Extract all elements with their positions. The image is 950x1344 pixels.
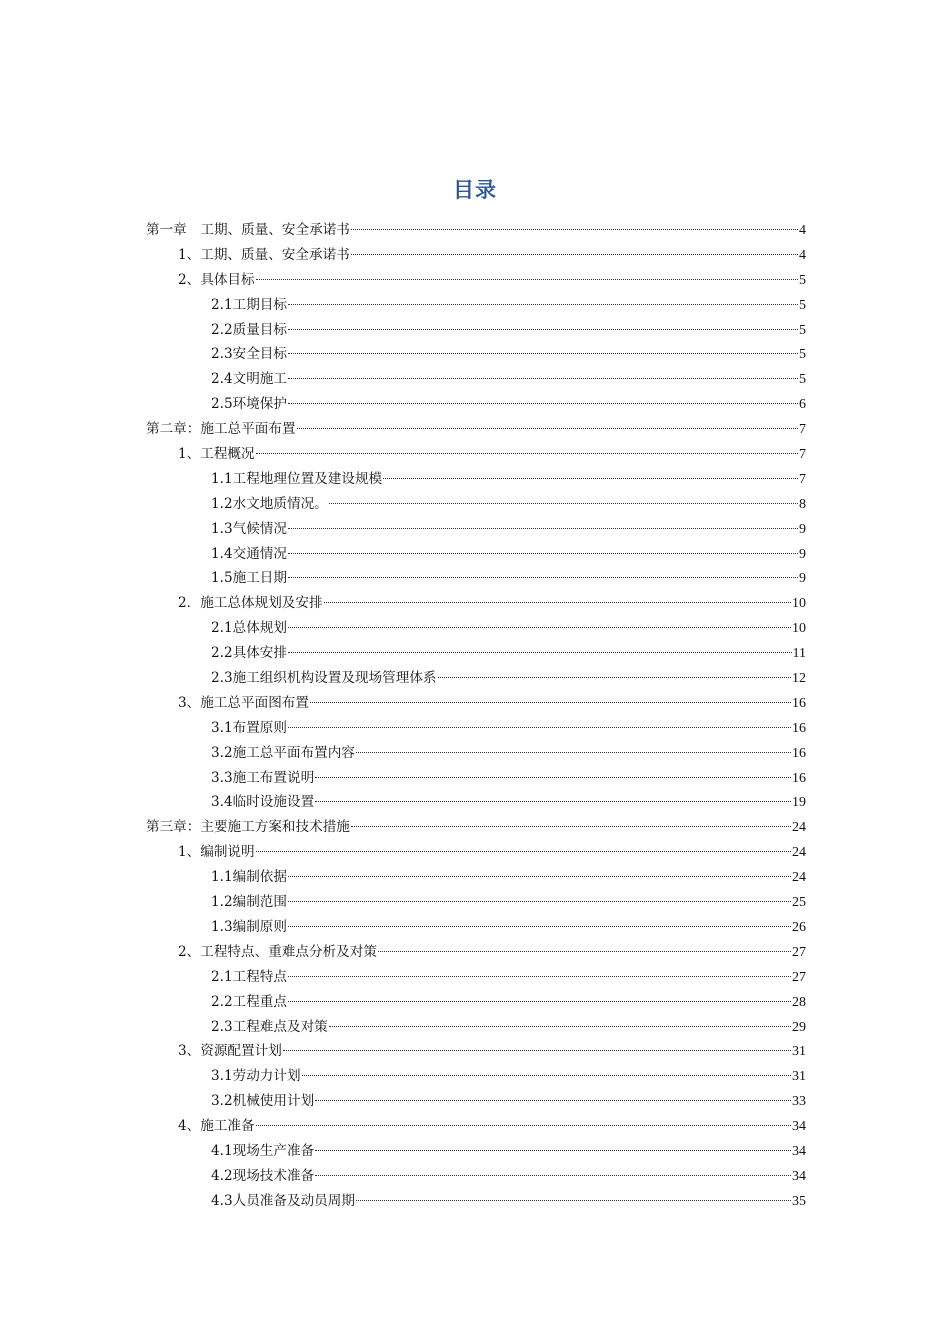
- toc-page-number: 9: [799, 521, 806, 537]
- toc-entry[interactable]: [146, 417, 806, 442]
- toc-page-number: 5: [799, 297, 806, 313]
- toc-dot-leader: [288, 652, 792, 653]
- toc-page-number: 16: [792, 770, 806, 786]
- toc-page-number: 12: [792, 671, 806, 687]
- toc-dot-leader: [256, 453, 798, 454]
- toc-page-number: 10: [792, 596, 806, 612]
- toc-entry[interactable]: [146, 965, 806, 990]
- toc-page-number: 11: [792, 646, 806, 662]
- toc-dot-leader: [315, 777, 791, 778]
- toc-entry-text: 2.2质量目标: [211, 321, 287, 338]
- toc-entry[interactable]: [146, 467, 806, 492]
- toc-entry-text: 2.4文明施工: [211, 371, 287, 388]
- toc-entry[interactable]: [146, 691, 806, 716]
- toc-entry[interactable]: [146, 517, 806, 542]
- toc-dot-leader: [283, 1050, 791, 1051]
- toc-entry-text: 2.2工程重点: [211, 993, 287, 1010]
- toc-entry-text: 2、工程特点、重难点分析及对策: [178, 943, 377, 960]
- toc-entry-text: 2.2具体安排: [211, 645, 287, 662]
- toc-entry-text: 4.3人员准备及动员周期: [211, 1192, 355, 1209]
- toc-page-number: 27: [792, 944, 806, 960]
- toc-entry[interactable]: [146, 342, 806, 367]
- toc-page-number: 10: [792, 621, 806, 637]
- toc-page-number: 27: [792, 969, 806, 985]
- toc-entry[interactable]: [146, 218, 806, 243]
- toc-page-number: 34: [792, 1168, 806, 1184]
- toc-dot-leader: [288, 727, 791, 728]
- toc-page-number: 4: [799, 223, 806, 238]
- toc-entry-text: 1.1工程地理位置及建设规模: [211, 470, 383, 487]
- toc-entry[interactable]: [146, 542, 806, 567]
- toc-entry-text: 3.2机械使用计划: [211, 1093, 315, 1110]
- toc-entry-text: 3.1劳动力计划: [211, 1068, 301, 1085]
- toc-dot-leader: [288, 403, 798, 404]
- toc-entry[interactable]: [146, 1089, 806, 1114]
- toc-entry[interactable]: [146, 990, 806, 1015]
- toc-entry[interactable]: [146, 268, 806, 293]
- toc-dot-leader: [288, 976, 791, 977]
- toc-entry-text: 1.3编制原则: [211, 918, 287, 935]
- toc-entry[interactable]: [146, 790, 806, 815]
- toc-page-number: 4: [799, 247, 806, 263]
- toc-entry[interactable]: [146, 1164, 806, 1189]
- toc-dot-leader: [256, 851, 791, 852]
- toc-entry[interactable]: [146, 716, 806, 741]
- toc-entry[interactable]: [146, 840, 806, 865]
- toc-entry[interactable]: [146, 1015, 806, 1040]
- toc-page-number: 16: [792, 745, 806, 761]
- toc-entry-text: 第一章 工期、质量、安全承诺书: [146, 222, 350, 238]
- toc-entry-text: 3.1布置原则: [211, 719, 287, 736]
- toc-page-number: 29: [792, 1019, 806, 1035]
- toc-dot-leader: [288, 553, 798, 554]
- toc-entry-text: 1、编制说明: [178, 844, 255, 861]
- toc-entry[interactable]: [146, 1114, 806, 1139]
- toc-entry-text: 4.1现场生产准备: [211, 1142, 315, 1159]
- toc-entry-text: 1.3气候情况: [211, 520, 287, 537]
- toc-page-number: 31: [792, 1069, 806, 1085]
- toc-dot-leader: [378, 951, 791, 952]
- toc-page-number: 7: [799, 471, 806, 487]
- toc-page-number: 5: [799, 372, 806, 388]
- toc-entry-text: 3.2施工总平面布置内容: [211, 744, 355, 761]
- toc-dot-leader: [315, 1150, 791, 1151]
- toc-page-number: 5: [799, 272, 806, 288]
- toc-dot-leader: [288, 353, 798, 354]
- toc-dot-leader: [351, 254, 798, 255]
- toc-entry[interactable]: [146, 566, 806, 591]
- toc-dot-leader: [329, 503, 798, 504]
- toc-entry[interactable]: [146, 591, 806, 616]
- toc-dot-leader: [288, 901, 791, 902]
- toc-entry[interactable]: [146, 890, 806, 915]
- toc-entry[interactable]: [146, 318, 806, 343]
- toc-dot-leader: [315, 1175, 791, 1176]
- toc-dot-leader: [302, 1075, 791, 1076]
- toc-entry-text: 1、工期、质量、安全承诺书: [178, 246, 350, 263]
- toc-entry-text: 2.3工程难点及对策: [211, 1018, 328, 1035]
- toc-dot-leader: [315, 801, 791, 802]
- toc-dot-leader: [288, 876, 791, 877]
- toc-page-number: 34: [792, 1143, 806, 1159]
- toc-dot-leader: [288, 1001, 791, 1002]
- toc-entry[interactable]: [146, 1039, 806, 1064]
- toc-entry-text: 1、工程概况: [178, 446, 255, 463]
- toc-entry[interactable]: [146, 940, 806, 965]
- toc-entry-text: 1.1编制依据: [211, 869, 287, 886]
- toc-entry[interactable]: [146, 766, 806, 791]
- toc-page-number: 35: [792, 1193, 806, 1209]
- toc-dot-leader: [288, 329, 798, 330]
- toc-entry-text: 1.2编制范围: [211, 894, 287, 911]
- toc-entry-text: 1.2水文地质情况。: [211, 495, 328, 512]
- toc-dot-leader: [351, 826, 791, 827]
- toc-entry-text: 2.1总体规划: [211, 620, 287, 637]
- toc-page-number: 5: [799, 347, 806, 363]
- toc-page-number: 8: [799, 496, 806, 512]
- toc-entry-text: 2、具体目标: [178, 271, 255, 288]
- toc-dot-leader: [288, 528, 798, 529]
- toc-entry[interactable]: [146, 815, 806, 840]
- toc-dot-leader: [288, 577, 798, 578]
- toc-page-number: 9: [799, 571, 806, 587]
- toc-entry-text: 2.1工程特点: [211, 968, 287, 985]
- toc-entry-text: 2.1工期目标: [211, 296, 287, 313]
- toc-dot-leader: [329, 1026, 791, 1027]
- toc-dot-leader: [356, 752, 791, 753]
- toc-dot-leader: [297, 428, 798, 429]
- toc-entry-text: 2.5环境保护: [211, 396, 287, 413]
- toc-page-number: 24: [792, 845, 806, 861]
- toc-page-number: 6: [799, 397, 806, 413]
- toc-entry[interactable]: [146, 392, 806, 417]
- toc-dot-leader: [310, 702, 791, 703]
- toc-dot-leader: [288, 627, 791, 628]
- toc-entry-text: 第二章：施工总平面布置: [146, 421, 296, 438]
- toc-page-number: 19: [792, 795, 806, 811]
- toc-title: 目录: [453, 178, 497, 202]
- toc-dot-leader: [256, 279, 798, 280]
- toc-entry-text: 1.5施工日期: [211, 570, 287, 587]
- toc-page-number: 5: [799, 322, 806, 338]
- toc-page-number: 25: [792, 895, 806, 911]
- toc-entry[interactable]: [146, 915, 806, 940]
- toc-page-number: 7: [799, 447, 806, 463]
- toc-entry[interactable]: [146, 1064, 806, 1089]
- toc-entry[interactable]: [146, 641, 806, 666]
- toc-entry-text: 2.3安全目标: [211, 346, 287, 363]
- toc-entry[interactable]: [146, 243, 806, 268]
- table-of-contents: [146, 218, 806, 1214]
- toc-page-number: 34: [792, 1119, 806, 1135]
- toc-entry[interactable]: [146, 741, 806, 766]
- toc-entry-text: 2．施工总体规划及安排: [178, 595, 323, 612]
- toc-dot-leader: [324, 602, 791, 603]
- toc-entry[interactable]: [146, 367, 806, 392]
- toc-dot-leader: [356, 1200, 791, 1201]
- toc-page-number: 33: [792, 1094, 806, 1110]
- toc-entry-text: 2.3施工组织机构设置及现场管理体系: [211, 670, 437, 687]
- toc-entry-text: 4.2现场技术准备: [211, 1167, 315, 1184]
- toc-dot-leader: [288, 926, 791, 927]
- toc-dot-leader: [256, 1125, 791, 1126]
- toc-dot-leader: [288, 304, 798, 305]
- toc-dot-leader: [351, 229, 798, 230]
- toc-entry[interactable]: [146, 616, 806, 641]
- toc-page-number: 16: [792, 720, 806, 736]
- toc-page-number: 31: [792, 1044, 806, 1060]
- toc-dot-leader: [288, 378, 798, 379]
- toc-page-number: 28: [792, 994, 806, 1010]
- toc-entry-text: 3.4临时设施设置: [211, 794, 315, 811]
- toc-page-number: 26: [792, 919, 806, 935]
- toc-entry-text: 3、施工总平面图布置: [178, 694, 309, 711]
- toc-entry[interactable]: [146, 666, 806, 691]
- toc-dot-leader: [383, 478, 798, 479]
- toc-entry[interactable]: [146, 492, 806, 517]
- toc-entry[interactable]: [146, 293, 806, 318]
- toc-entry[interactable]: [146, 442, 806, 467]
- toc-entry-text: 4、施工准备: [178, 1118, 255, 1135]
- toc-entry-text: 第三章：主要施工方案和技术措施: [146, 819, 350, 836]
- toc-entry[interactable]: [146, 1139, 806, 1164]
- toc-dot-leader: [438, 677, 791, 678]
- toc-page-number: 24: [792, 870, 806, 886]
- toc-entry-text: 1.4交通情况: [211, 545, 287, 562]
- toc-page-number: 9: [799, 546, 806, 562]
- toc-entry[interactable]: [146, 865, 806, 890]
- toc-entry-text: 3.3施工布置说明: [211, 769, 315, 786]
- toc-page-number: 16: [792, 695, 806, 711]
- toc-page-number: 24: [792, 820, 806, 836]
- toc-dot-leader: [315, 1100, 791, 1101]
- toc-entry-text: 3、资源配置计划: [178, 1043, 282, 1060]
- toc-entry[interactable]: [146, 1189, 806, 1214]
- toc-page-number: 7: [799, 422, 806, 438]
